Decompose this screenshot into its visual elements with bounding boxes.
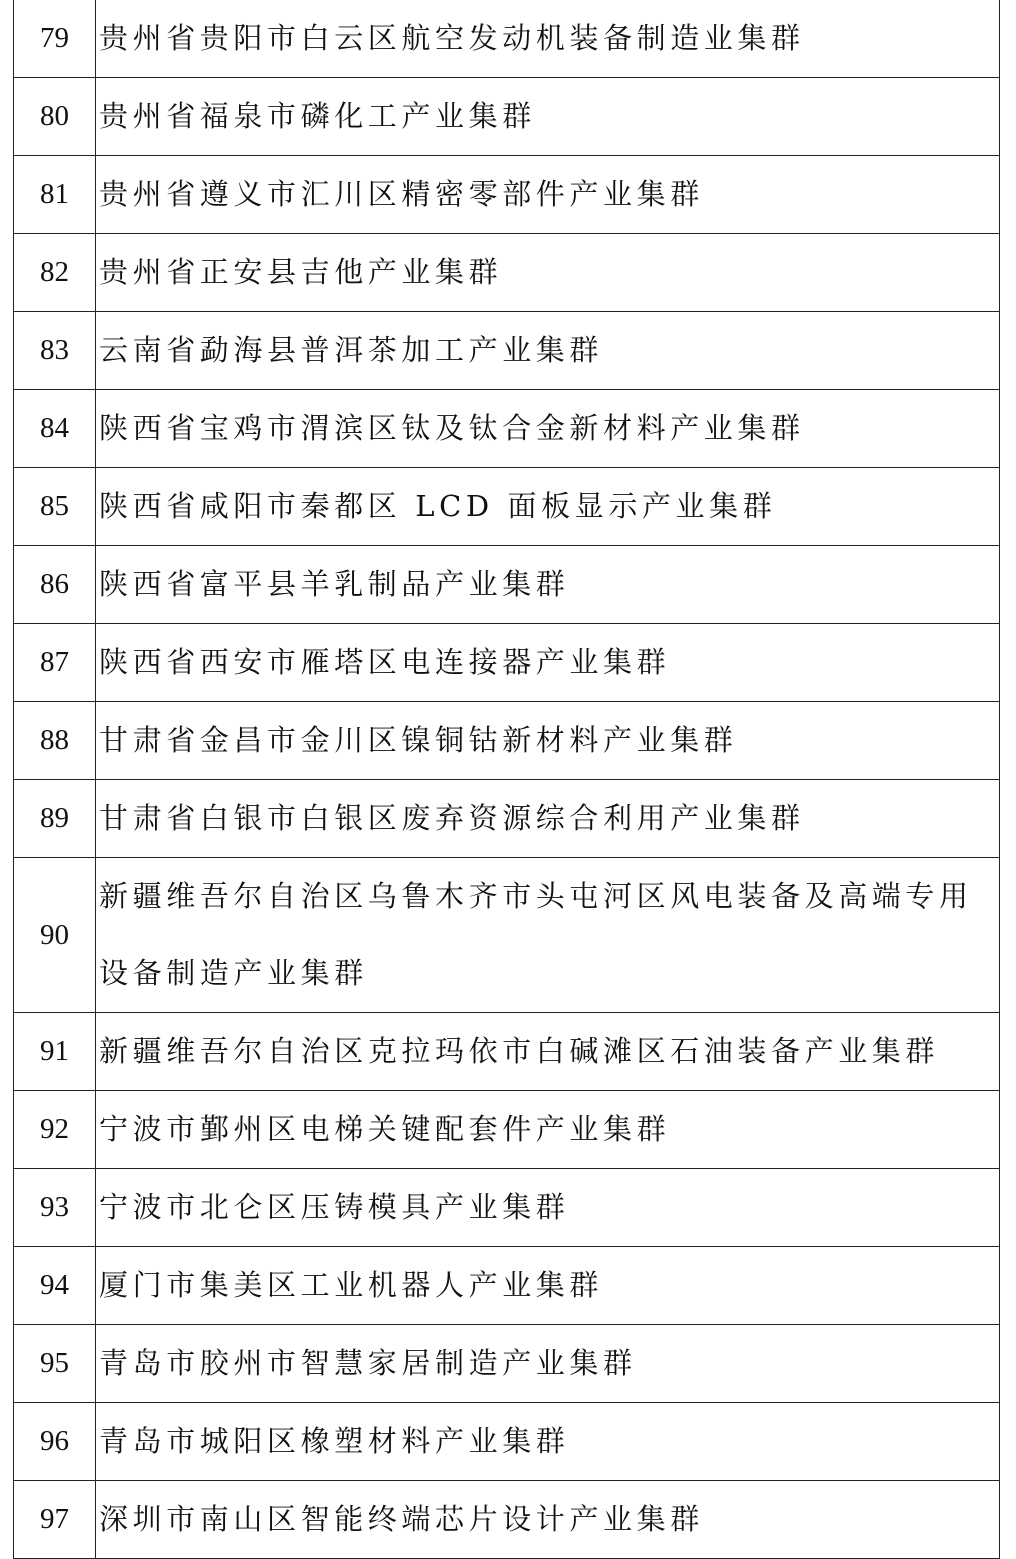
row-number: 94: [14, 1247, 96, 1325]
table-row: [14, 1247, 1000, 1325]
cluster-name: 贵州省遵义市汇川区精密零部件产业集群: [96, 156, 1000, 234]
table-row: [14, 546, 1000, 624]
row-number: 96: [14, 1403, 96, 1481]
table-row: [14, 234, 1000, 312]
cluster-name: 青岛市城阳区橡塑材料产业集群: [96, 1403, 1000, 1481]
table-row: [14, 1403, 1000, 1481]
table-row: [14, 390, 1000, 468]
table-row: [14, 0, 1000, 78]
row-number: 88: [14, 702, 96, 780]
cluster-name: 宁波市北仑区压铸模具产业集群: [96, 1169, 1000, 1247]
row-number: 91: [14, 1013, 96, 1091]
cluster-name: 新疆维吾尔自治区乌鲁木齐市头屯河区风电装备及高端专用设备制造产业集群: [96, 858, 1000, 1013]
row-number: 83: [14, 312, 96, 390]
table-row: [14, 858, 1000, 1013]
row-number: 86: [14, 546, 96, 624]
cluster-name: 厦门市集美区工业机器人产业集群: [96, 1247, 1000, 1325]
table-row: [14, 1013, 1000, 1091]
row-number: 81: [14, 156, 96, 234]
cluster-name: 青岛市胶州市智慧家居制造产业集群: [96, 1325, 1000, 1403]
row-number: 89: [14, 780, 96, 858]
table-row: [14, 312, 1000, 390]
row-number: 90: [14, 858, 96, 1013]
row-number: 79: [14, 0, 96, 78]
table-row: [14, 156, 1000, 234]
cluster-name: 宁波市鄞州区电梯关键配套件产业集群: [96, 1091, 1000, 1169]
row-number: 82: [14, 234, 96, 312]
row-number: 85: [14, 468, 96, 546]
cluster-name: 贵州省正安县吉他产业集群: [96, 234, 1000, 312]
cluster-name: 云南省勐海县普洱茶加工产业集群: [96, 312, 1000, 390]
table-row: [14, 702, 1000, 780]
cluster-list-table: [13, 0, 1000, 1559]
table-row: [14, 1091, 1000, 1169]
table-row: [14, 1481, 1000, 1559]
table-row: [14, 780, 1000, 858]
row-number: 97: [14, 1481, 96, 1559]
cluster-name: 深圳市南山区智能终端芯片设计产业集群: [96, 1481, 1000, 1559]
row-number: 92: [14, 1091, 96, 1169]
cluster-name: 陕西省富平县羊乳制品产业集群: [96, 546, 1000, 624]
table-row: [14, 1325, 1000, 1403]
table-row: [14, 468, 1000, 546]
cluster-name: 陕西省西安市雁塔区电连接器产业集群: [96, 624, 1000, 702]
cluster-name: 甘肃省金昌市金川区镍铜钴新材料产业集群: [96, 702, 1000, 780]
row-number: 80: [14, 78, 96, 156]
row-number: 93: [14, 1169, 96, 1247]
table-row: [14, 624, 1000, 702]
table-row: [14, 78, 1000, 156]
row-number: 84: [14, 390, 96, 468]
row-number: 95: [14, 1325, 96, 1403]
row-number: 87: [14, 624, 96, 702]
cluster-name: 甘肃省白银市白银区废弃资源综合利用产业集群: [96, 780, 1000, 858]
cluster-name: 陕西省宝鸡市渭滨区钛及钛合金新材料产业集群: [96, 390, 1000, 468]
cluster-name: 新疆维吾尔自治区克拉玛依市白碱滩区石油装备产业集群: [96, 1013, 1000, 1091]
cluster-name: 贵州省贵阳市白云区航空发动机装备制造业集群: [96, 0, 1000, 78]
document-page: [13, 0, 1000, 1559]
table-row: [14, 1169, 1000, 1247]
cluster-name: 贵州省福泉市磷化工产业集群: [96, 78, 1000, 156]
cluster-name: 陕西省咸阳市秦都区 LCD 面板显示产业集群: [96, 468, 1000, 546]
